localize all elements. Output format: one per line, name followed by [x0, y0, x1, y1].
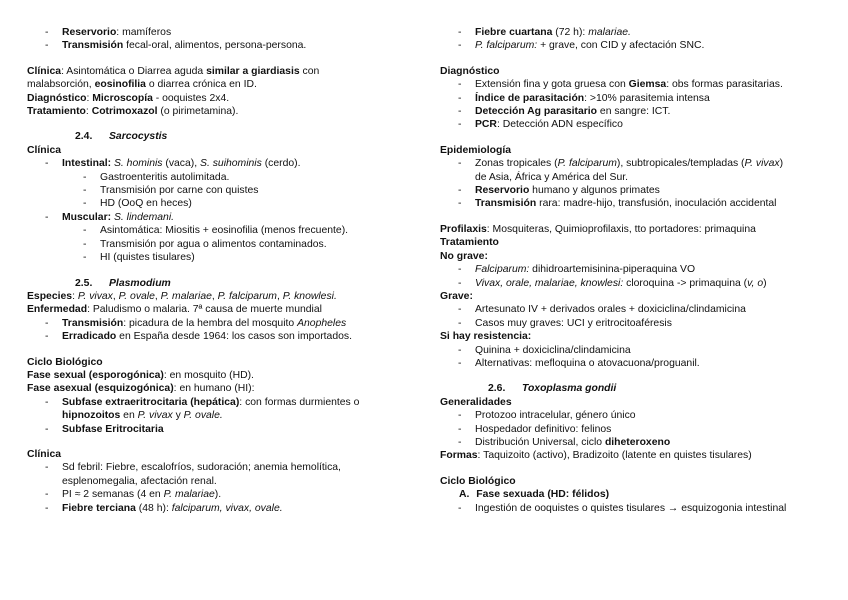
paragraph: malabsorción, eosinofilia o diarrea crónica en ID.: [27, 79, 257, 91]
list-item: - Extensión fina y gota gruesa con Giemsa: obs formas parasitarias.: [458, 79, 783, 91]
list-item: - Reservorio: mamíferos: [45, 27, 172, 38]
list-item: - Sd febril: Fiebre, escalofríos, sudoración; anemia hemolítica,: [45, 462, 341, 474]
subheading: Ciclo Biológico: [440, 475, 516, 487]
list-item: - Zonas tropicales (P. falciparum), subtropicales/templadas (P. vivax): [458, 158, 784, 170]
subheading: Ciclo Biológico: [27, 356, 103, 368]
list-item: - Intestinal: S. hominis (vaca), S. suihominis (cerdo).: [45, 158, 301, 170]
subheading: Generalidades: [440, 396, 512, 408]
subheading: Grave:: [440, 290, 473, 302]
subheading: Clínica: [27, 144, 62, 156]
list-item: - Asintomática: Miositis + eosinofilia (menos frecuente).: [83, 225, 349, 237]
subheading: Tratamiento: [440, 237, 499, 249]
list-item: - Transmisión: picadura de la hembra del mosquito Anopheles: [45, 317, 347, 329]
list-item: - Transmisión rara: madre-hijo, transfusión, inoculación accidental: [458, 198, 777, 210]
list-item: - PI ≈ 2 semanas (4 en P. malariae).: [45, 489, 222, 501]
list-item: - HD (OoQ en heces): [83, 198, 192, 210]
list-item: - Subfase Eritrocitaria: [45, 423, 164, 435]
list-item-continuation: de Asia, África y América del Sur.: [475, 171, 629, 183]
paragraph: Fase sexual (esporogónica): en mosquito (HD).: [27, 369, 254, 381]
paragraph: Enfermedad: Paludismo o malaria. 7ª causa de muerte mundial: [27, 304, 322, 316]
list-item: - Quinina + doxiciclina/clindamicina: [458, 344, 631, 356]
list-item: - Transmisión por carne con quistes: [83, 185, 259, 197]
list-item-continuation: esplenomegalia, afectación renal.: [62, 475, 217, 487]
list-item: - Vivax, orale, malariae, knowlesi: cloroquina -> primaquina (v, o): [458, 277, 767, 289]
list-item: - P. falciparum: + grave, con CID y afectación SNC.: [458, 40, 705, 52]
list-item: - Alternativas: mefloquina o atovacuona/proguanil.: [458, 357, 700, 369]
paragraph: Clínica: Asintomática o Diarrea aguda similar a giardiasis con: [27, 65, 320, 77]
list-item: - Falciparum: dihidroartemisinina-piperaquina VO: [458, 264, 696, 276]
section-heading: 2.5. Plasmodium: [75, 277, 171, 289]
list-item: - Hospedador definitivo: felinos: [458, 423, 612, 435]
list-item: - Subfase extraeritrocitaria (hepática): con formas durmientes o: [45, 396, 360, 408]
list-item: - Ingestión de ooquistes o quistes tisulares → esquizogonia intestinal: [458, 502, 787, 514]
list-item: - Erradicado en España desde 1964: los casos son importados.: [45, 331, 352, 343]
list-item: - Transmisión fecal-oral, alimentos, persona-persona.: [45, 40, 307, 52]
list-item: - Reservorio humano y algunos primates: [458, 185, 660, 197]
list-item: - Protozoo intracelular, género único: [458, 410, 636, 422]
list-item: - Índice de parasitación: >10% parasitemia intensa: [458, 92, 710, 104]
list-item: - Transmisión por agua o alimentos contaminados.: [83, 238, 327, 250]
section-heading: 2.4. Sarcocystis: [75, 131, 168, 143]
list-item: - Detección Ag parasitario en sangre: ICT.: [458, 106, 671, 118]
subheading: Si hay resistencia:: [440, 331, 532, 343]
list-item: - Fiebre terciana (48 h): falciparum, vivax, ovale.: [45, 502, 283, 514]
left-column: [27, 26, 407, 515]
paragraph: Profilaxis: Mosquiteras, Quimioprofilaxis, tto portadores: primaquina: [440, 223, 756, 235]
paragraph: Tratamiento: Cotrimoxazol (o pirimetamina).: [27, 106, 239, 118]
list-item: - Gastroenteritis autolimitada.: [83, 171, 230, 183]
list-item: - Artesunato IV + derivados orales + doxiciclina/clindamicina: [458, 304, 746, 316]
subheading: Diagnóstico: [440, 65, 500, 77]
subheading: Clínica: [27, 448, 62, 460]
list-item: A. Fase sexuada (HD: félidos): [459, 489, 610, 501]
paragraph: Diagnóstico: Microscopía - ooquistes 2x4.: [27, 92, 230, 104]
section-heading: 2.6. Toxoplasma gondii: [488, 383, 617, 395]
list-item: - PCR: Detección ADN específico: [458, 119, 623, 131]
subheading: Epidemiología: [440, 144, 512, 156]
paragraph: Formas: Taquizoito (activo), Bradizoito (latente en quistes tisulares): [440, 450, 752, 462]
list-item: - Fiebre cuartana (72 h): malariae.: [458, 27, 631, 38]
subheading: No grave:: [440, 250, 488, 262]
right-column: [440, 26, 825, 515]
paragraph: Especies: P. vivax, P. ovale, P. malariae, P. falciparum, P. knowlesi.: [27, 290, 337, 302]
paragraph: Fase asexual (esquizogónica): en humano (HI):: [27, 383, 255, 395]
list-item: - Muscular: S. lindemani.: [45, 211, 175, 223]
list-item: - HI (quistes tisulares): [83, 252, 195, 264]
list-item: - Casos muy graves: UCI y eritrocitoaféresis: [458, 317, 672, 329]
list-item-continuation: hipnozoitos en P. vivax y P. ovale.: [62, 410, 223, 422]
list-item: - Distribución Universal, ciclo diheteroxeno: [458, 436, 671, 448]
